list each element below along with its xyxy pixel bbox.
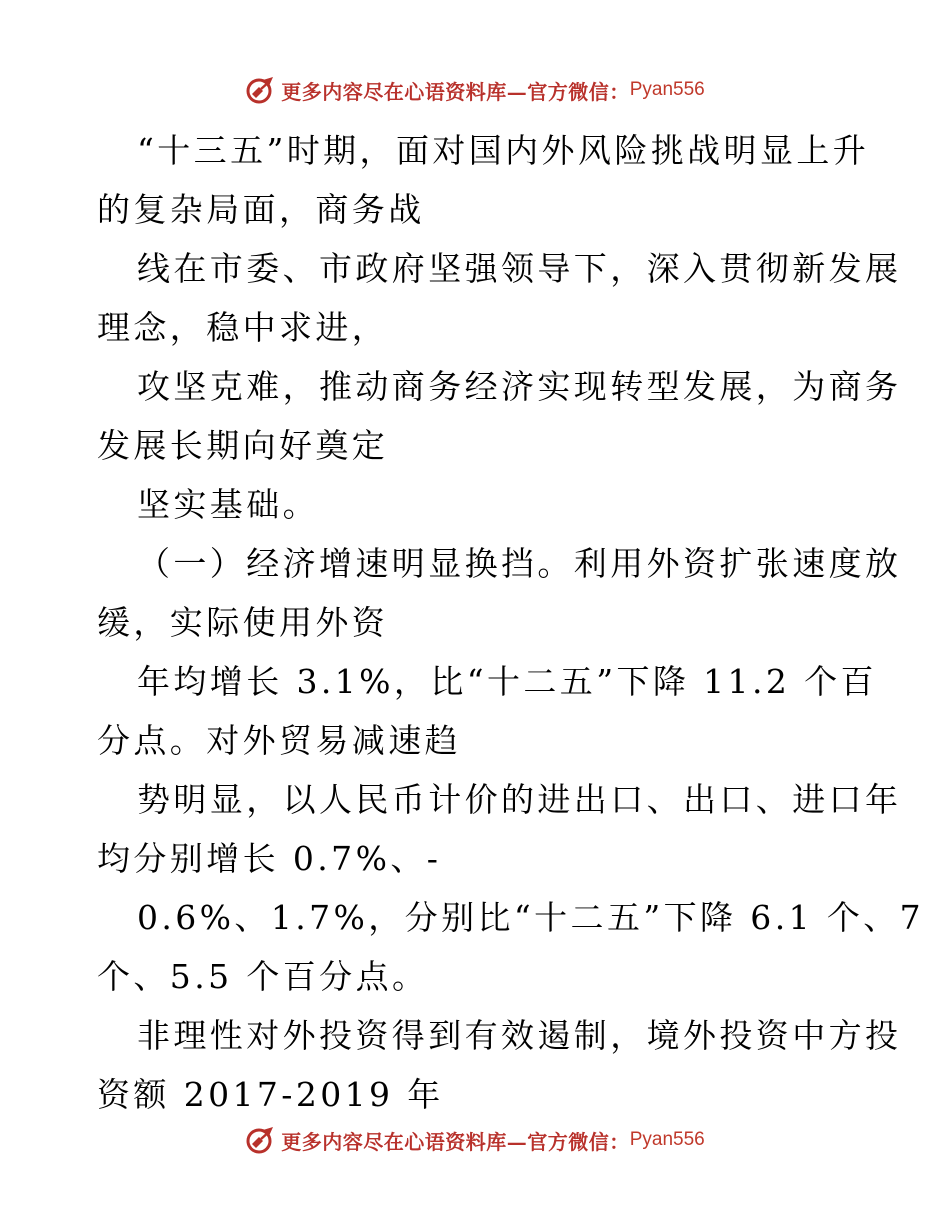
watermark-id: Pyan556 [629, 79, 705, 100]
text-line: 理念，稳中求进， [97, 308, 389, 347]
text-line: 攻坚克难，推动商务经济实现转型发展，为商务 [137, 367, 902, 406]
text-line: （一）经济增速明显换挡。利用外资扩张速度放 [137, 544, 902, 583]
text-line: 资额 2017-2019 年 [97, 1075, 444, 1114]
text-line: 个、5.5 个百分点。 [97, 957, 429, 996]
book-pen-logo-icon [245, 74, 277, 106]
text-line: 均分别增长 0.7%、- [97, 839, 442, 878]
watermark-header [0, 70, 950, 110]
text-line: 的复杂局面，商务战 [97, 190, 425, 229]
book-pen-logo-icon [245, 1124, 277, 1156]
text-line: 坚实基础。 [137, 485, 319, 524]
text-line: 年均增长 3.1%，比“十二五”下降 11.2 个百 [137, 662, 877, 701]
text-line: 发展长期向好奠定 [97, 426, 389, 465]
watermark-text: 更多内容尽在心语资料库—官方微信： [281, 1129, 630, 1154]
text-line: 缓，实际使用外资 [97, 603, 389, 642]
text-line: 非理性对外投资得到有效遏制，境外投资中方投 [137, 1016, 902, 1055]
text-line: 0.6%、1.7%，分别比“十二五”下降 6.1 个、7 [137, 898, 925, 937]
text-line: “十三五”时期，面对国内外风险挑战明显上升 [137, 131, 870, 170]
document-body [97, 121, 925, 1124]
watermark-footer [0, 1120, 950, 1160]
watermark-id: Pyan556 [629, 1129, 705, 1150]
text-line: 势明显，以人民币计价的进出口、出口、进口年 [137, 780, 902, 819]
watermark-text: 更多内容尽在心语资料库—官方微信： [281, 79, 630, 104]
text-line: 分点。对外贸易减速趋 [97, 721, 461, 760]
text-line: 线在市委、市政府坚强领导下，深入贯彻新发展 [137, 249, 902, 288]
